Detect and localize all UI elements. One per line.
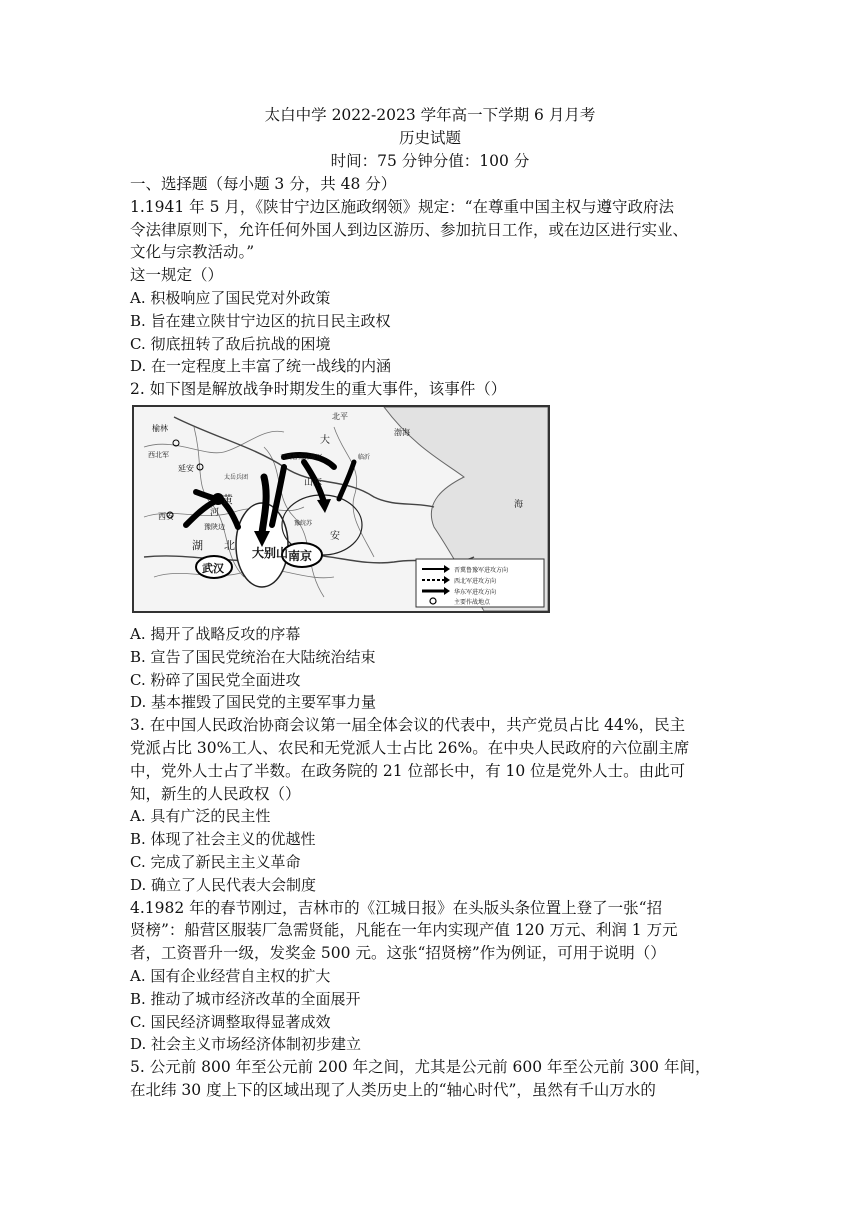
section-heading: 一、选择题（每小题 3 分，共 48 分） [130, 175, 397, 193]
option-a: A. 揭开了战略反攻的序幕 [130, 624, 301, 643]
question-text: 文化与宗教活动。” [130, 243, 255, 262]
map-label: 豫陕边 [204, 522, 225, 531]
question-text: 5. 公元前 800 年至公元前 200 年之间，尤其是公元前 600 年至公元前 300 年间， [130, 1058, 711, 1077]
map-label: 西北军 [148, 450, 169, 459]
map-drawing [134, 407, 548, 611]
map-label: 北平 [332, 411, 348, 421]
map-label: 渤海 [394, 427, 410, 437]
question-text: 在北纬 30 度上下的区域出现了人类历史上的“轴心时代”，虽然有千山万水的 [130, 1080, 656, 1099]
exam-page [130, 104, 730, 1102]
question-text: 党派占比 30%工人、农民和无党派人士占比 26%。在中央人民政府的六位副主席 [130, 738, 690, 757]
option-c: C. 国民经济调整取得显著成效 [130, 1012, 331, 1031]
question-text: 知，新生的人民政权（） [130, 784, 301, 803]
map-label: 安 [330, 530, 340, 542]
question-text: 4.1982 年的春节刚过，吉林市的《江城日报》在头版头条位置上登了一张“招 [130, 898, 663, 917]
map-label: 大 [320, 434, 330, 446]
map-label: 河 [210, 507, 220, 518]
map-label: 榆林 [152, 423, 168, 433]
question-text: 3. 在中国人民政治协商会议第一届全体会议的代表中，共产党员占比 44%，民主 [130, 716, 686, 735]
map-label: 临沂 [358, 453, 371, 461]
option-d: D. 在一定程度上丰富了统一战线的内涵 [130, 357, 392, 376]
question-text: 者，工资晋升一级，发奖金 500 元。这张“招贤榜”作为例证，可用于说明（） [130, 944, 666, 963]
map-label-wuhan: 武汉 [202, 561, 224, 575]
option-b: B. 旨在建立陕甘宁边区的抗日民主政权 [130, 311, 391, 330]
map-label: 太岳兵团 [224, 473, 249, 481]
option-d: D. 基本摧毁了国民党的主要军事力量 [130, 693, 377, 712]
legend-label: 西北军进攻方向 [454, 577, 497, 585]
option-a: A. 具有广泛的民主性 [130, 807, 271, 826]
map-label: 海 [514, 499, 524, 510]
map-label-dabie: 大别山 [252, 545, 289, 560]
option-b: B. 宣告了国民党统治在大陆统治结束 [130, 647, 376, 666]
map-label: 晋冀鲁豫野战军 [280, 453, 323, 461]
question-1 [130, 196, 730, 378]
option-c: C. 粉碎了国民党全面进攻 [130, 670, 301, 689]
map-label: 豫皖苏 [294, 519, 313, 527]
exam-meta: 时间：75 分钟分值：100 分 [330, 152, 530, 170]
legend-label: 华东军进攻方向 [454, 588, 497, 596]
map-label: 北 [224, 538, 235, 552]
map-label: 山东 [304, 477, 323, 488]
question-text: 贤榜”：船营区服装厂急需贤能，凡能在一年内实现产值 120 万元、利润 1 万元 [130, 921, 678, 940]
legend-label: 晋冀鲁豫军进攻方向 [454, 566, 509, 574]
question-2 [130, 378, 730, 714]
map-label: 延安 [178, 463, 194, 473]
map-label: 西安 [158, 511, 174, 521]
option-d: D. 确立了人民代表大会制度 [130, 875, 317, 894]
option-c: C. 完成了新民主主义革命 [130, 852, 301, 871]
question-3 [130, 714, 730, 896]
question-text: 这一规定（） [130, 266, 224, 285]
exam-subject: 历史试题 [398, 129, 461, 147]
map-label: 湖 [192, 538, 203, 552]
war-map-figure [132, 405, 550, 613]
question-text: 1.1941 年 5 月，《陕甘宁边区施政纲领》规定：“在尊重中国主权与遵守政府法 [130, 197, 675, 216]
map-label-nanjing: 南京 [288, 548, 313, 563]
question-text: 2. 如下图是解放战争时期发生的重大事件，该事件（） [130, 380, 507, 399]
option-b: B. 推动了城市经济改革的全面展开 [130, 989, 361, 1008]
question-5 [130, 1056, 730, 1102]
question-text: 中，党外人士占了半数。在政务院的 21 位部长中，有 10 位是党外人士。由此可 [130, 761, 686, 780]
question-4 [130, 897, 730, 1057]
option-a: A. 国有企业经营自主权的扩大 [130, 966, 331, 985]
map-label: 黄 [222, 492, 233, 506]
option-b: B. 体现了社会主义的优越性 [130, 830, 316, 849]
legend-label: 主要作战地点 [454, 598, 491, 606]
option-c: C. 彻底扭转了敌后抗战的困境 [130, 334, 331, 353]
option-d: D. 社会主义市场经济体制初步建立 [130, 1035, 362, 1054]
option-a: A. 积极响应了国民党对外政策 [130, 288, 331, 307]
exam-title: 太白中学 2022-2023 学年高一下学期 6 月月考 [264, 106, 596, 124]
question-text: 令法律原则下，允许任何外国人到边区游历、参加抗日工作，或在边区进行实业、 [130, 220, 689, 239]
